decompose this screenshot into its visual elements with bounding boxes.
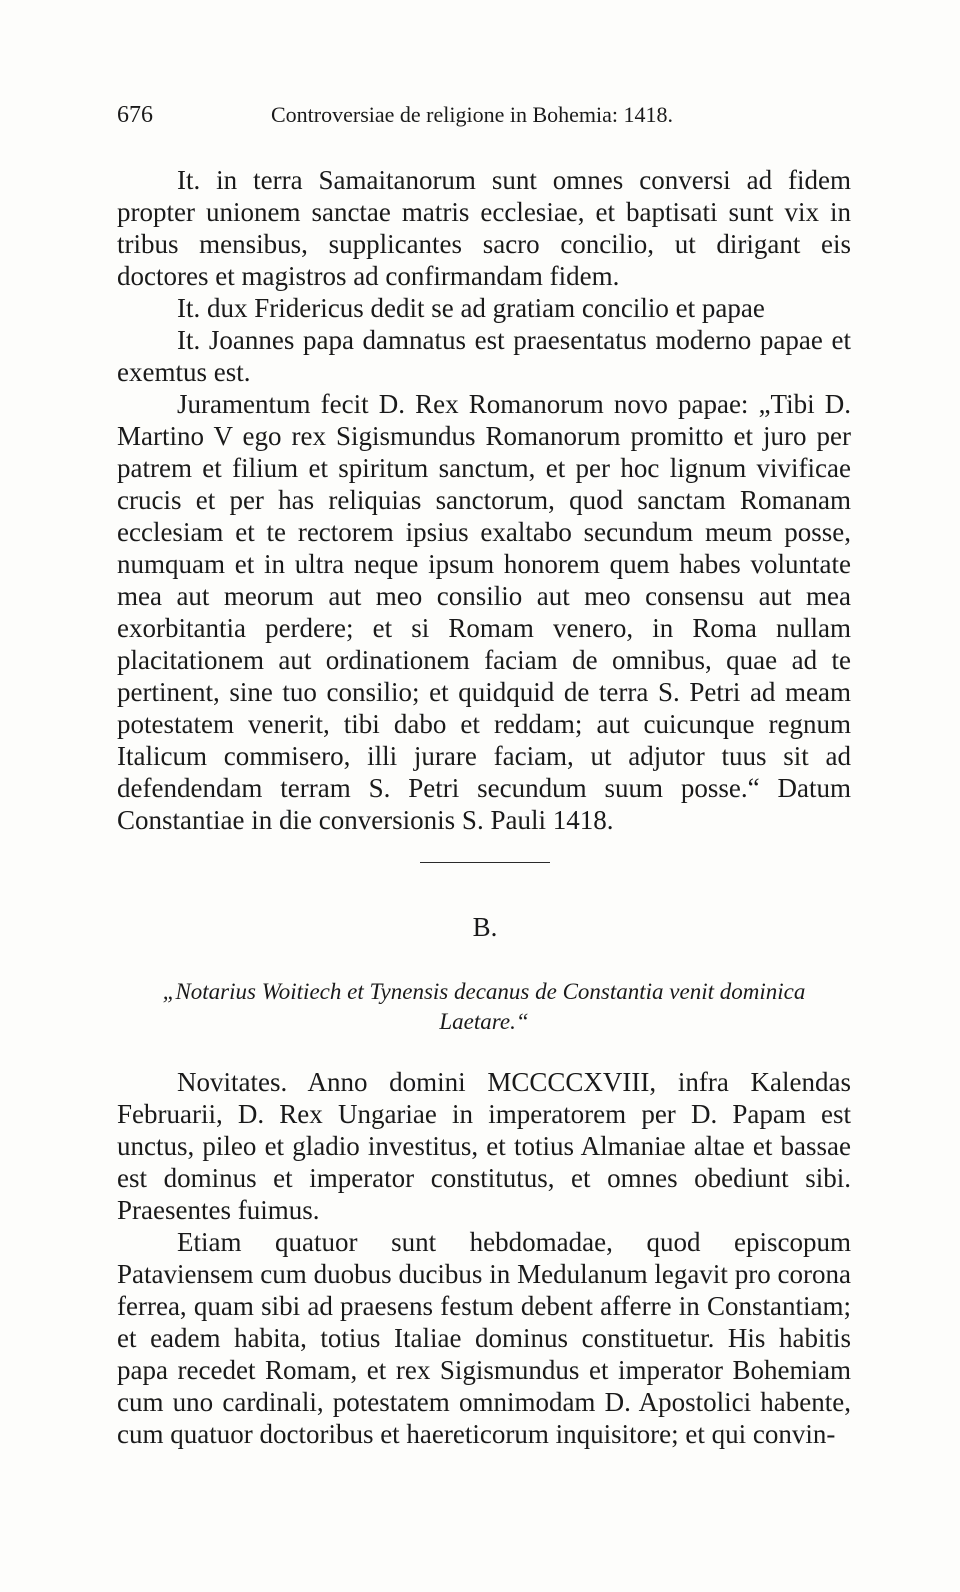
page-header [117,98,847,134]
page-number: 676 [117,102,153,128]
running-head: Controversiae de religione in Bohemia: 1418. [271,102,674,127]
section-letter: B. [472,912,498,942]
section-b-text [117,1066,851,1450]
section-heading: „Notarius Woitiech et Tynensis decanus de Constantia venit dominica Laetare.“ [162,979,806,1034]
paragraph-juramentum: Juramentum fecit D. Rex Romanorum novo papae: „Tibi D. Martino V ego rex Sigismundus Romanorum promitto et juro per patrem et filium et spiritum sanctum, et per hoc lignum vivificae crucis et per has reliquias sanctorum, quod sanctam Romanam ecclesiam et te rectorem ipsius exaltabo secundum meum posse, numquam et in ultra neque ipsum honorem quem habes voluntate mea aut meorum aut meo consilio aut meo consensu aut mea exorbitantia perdere; et si Romam venero, in Roma nullam placitationem aut ordinationem faciam de omnibus, quae ad te pertinent, sine tuo consilio; et quidquid de terra S. Petri ad meam potestatem venerit, tibi dabo et reddam; aut cuicunque regnum Italicum commisero, illi jurare faciam, ut adjutor tuus sit ad defendendam terram S. Petri secundum suum posse.“ Datum Constantiae in die conversionis S. Pauli 1418. [117,389,851,835]
paragraph-samaitanorum: It. in terra Samaitanorum sunt omnes conversi ad fidem propter unionem sanctae matris ecclesiae, et baptisati sunt vix in tribus mensibus, supplicantes sacro concilio, ut dirigant eis doctores et magistros ad confirmandam fidem. [117,165,851,291]
paragraph-etiam: Etiam quatuor sunt hebdomadae, quod episcopum Pataviensem cum duobus ducibus in Medulanum legavit pro corona ferrea, quam sibi ad praesens festum debent afferre in Constantiam; et eadem habita, totius Italiae dominus constituetur. His habitis papa recedet Romam, et rex Sigismundus et imperator Bohemiam cum uno cardinali, potestatem omnimodam D. Apostolici habente, cum quatuor doctoribus et haereticorum inquisitore; et qui convin- [117,1227,851,1449]
section-divider [420,862,550,863]
paragraph-fridericus: It. dux Fridericus dedit se ad gratiam concilio et papae [177,293,765,323]
section-a-text [117,164,851,836]
paragraph-novitates: Novitates. Anno domini MCCCCXVIII, infra Kalendas Februarii, D. Rex Ungariae in imperatorem per D. Papam est unctus, pileo et gladio investitus, et totius Almaniae altae et bassae est dominus et imperator constitutus, et omnes obediunt sibi. Praesentes fuimus. [117,1067,851,1225]
paragraph-joannes: It. Joannes papa damnatus est praesentatus moderno papae et exemtus est. [117,325,851,387]
